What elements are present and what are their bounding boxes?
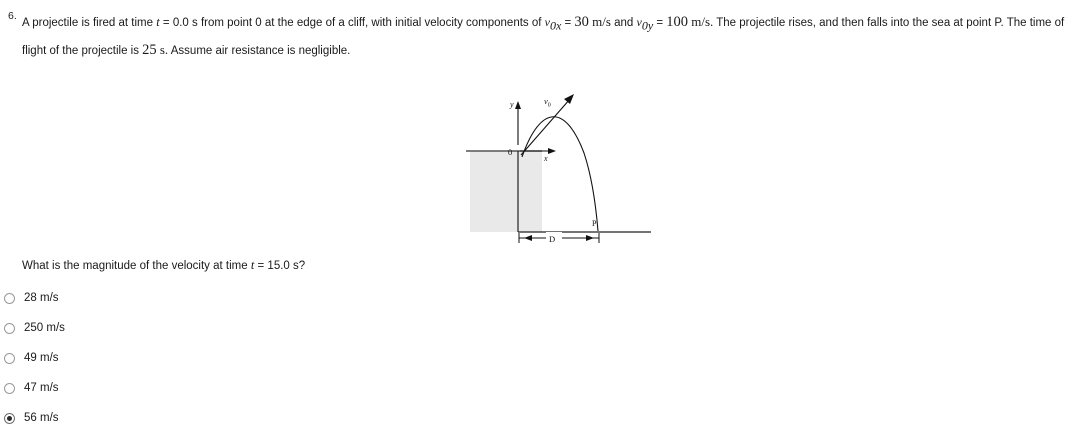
answer-option[interactable] xyxy=(0,313,400,343)
stem-text-3: = xyxy=(561,17,575,29)
answer-option-label: 49 m/s xyxy=(24,352,59,364)
stem-unit-vox: m/s xyxy=(592,14,611,29)
answer-option[interactable] xyxy=(0,343,400,373)
projectile-diagram xyxy=(466,85,666,244)
stem-value-vox: 30 xyxy=(574,14,589,30)
x-axis-label: x xyxy=(544,154,548,163)
distance-arrowhead-left xyxy=(524,235,532,241)
answer-option[interactable] xyxy=(0,403,400,433)
stem-value-tof: 25 xyxy=(142,41,157,58)
radio-icon[interactable] xyxy=(4,293,15,304)
stem-var-voy-sub: 0y xyxy=(641,18,654,33)
y-axis-arrowhead xyxy=(515,101,521,109)
y-axis-label: y xyxy=(510,100,514,109)
stem-text-2: = 0.0 s from point 0 at the edge of a cliff, with initial velocity components of xyxy=(159,17,545,29)
answer-option-label: 56 m/s xyxy=(24,412,59,424)
stem-text-1: A projectile is fired at time xyxy=(22,17,157,29)
stem-var-t: t xyxy=(156,15,160,29)
sub-question-text-2: = 15.0 s? xyxy=(254,260,306,272)
answer-option-label: 250 m/s xyxy=(24,322,65,334)
stem-var-voy: v xyxy=(636,15,642,29)
radio-icon[interactable] xyxy=(4,383,15,394)
origin-label: 0 xyxy=(508,147,513,157)
question-number: 6. xyxy=(8,10,17,22)
radio-icon[interactable] xyxy=(4,353,15,364)
answer-option[interactable] xyxy=(0,283,400,313)
radio-icon-selected[interactable] xyxy=(4,413,15,424)
distance-arrowhead-right xyxy=(586,235,594,241)
stem-value-voy: 100 xyxy=(666,14,689,30)
v0-label: $v_0$ xyxy=(544,96,551,109)
distance-label: D xyxy=(549,234,556,244)
stem-unit-tof: s. xyxy=(159,41,169,57)
answer-option[interactable] xyxy=(0,373,400,403)
stem-text-7: Assume air resistance is negligible. xyxy=(168,44,351,57)
radio-icon[interactable] xyxy=(4,323,15,334)
answer-options-list xyxy=(0,283,400,433)
sub-question-var-t: t xyxy=(250,258,255,272)
question-stem xyxy=(22,9,1067,63)
stem-unit-voy: m/s. xyxy=(691,14,714,29)
stem-text-6: The projectile rises, and then falls into the sea at point P. The time of flight of the projectile is xyxy=(22,17,1065,57)
stem-text-4: and xyxy=(610,17,637,29)
x-axis-arrowhead xyxy=(548,148,556,154)
sub-question-text xyxy=(22,258,305,273)
cliff-block xyxy=(470,151,542,232)
stem-var-vox: v xyxy=(544,15,550,29)
point-p-label: P xyxy=(592,219,597,228)
sub-question-text-1: What is the magnitude of the velocity at time xyxy=(22,260,251,272)
answer-option-label: 28 m/s xyxy=(24,292,59,304)
stem-var-vox-sub: 0x xyxy=(549,18,562,33)
v0-vector-arrowhead xyxy=(564,94,574,104)
answer-option-label: 47 m/s xyxy=(24,382,59,394)
v0-vector-line xyxy=(521,99,570,155)
stem-text-5: = xyxy=(653,17,667,29)
